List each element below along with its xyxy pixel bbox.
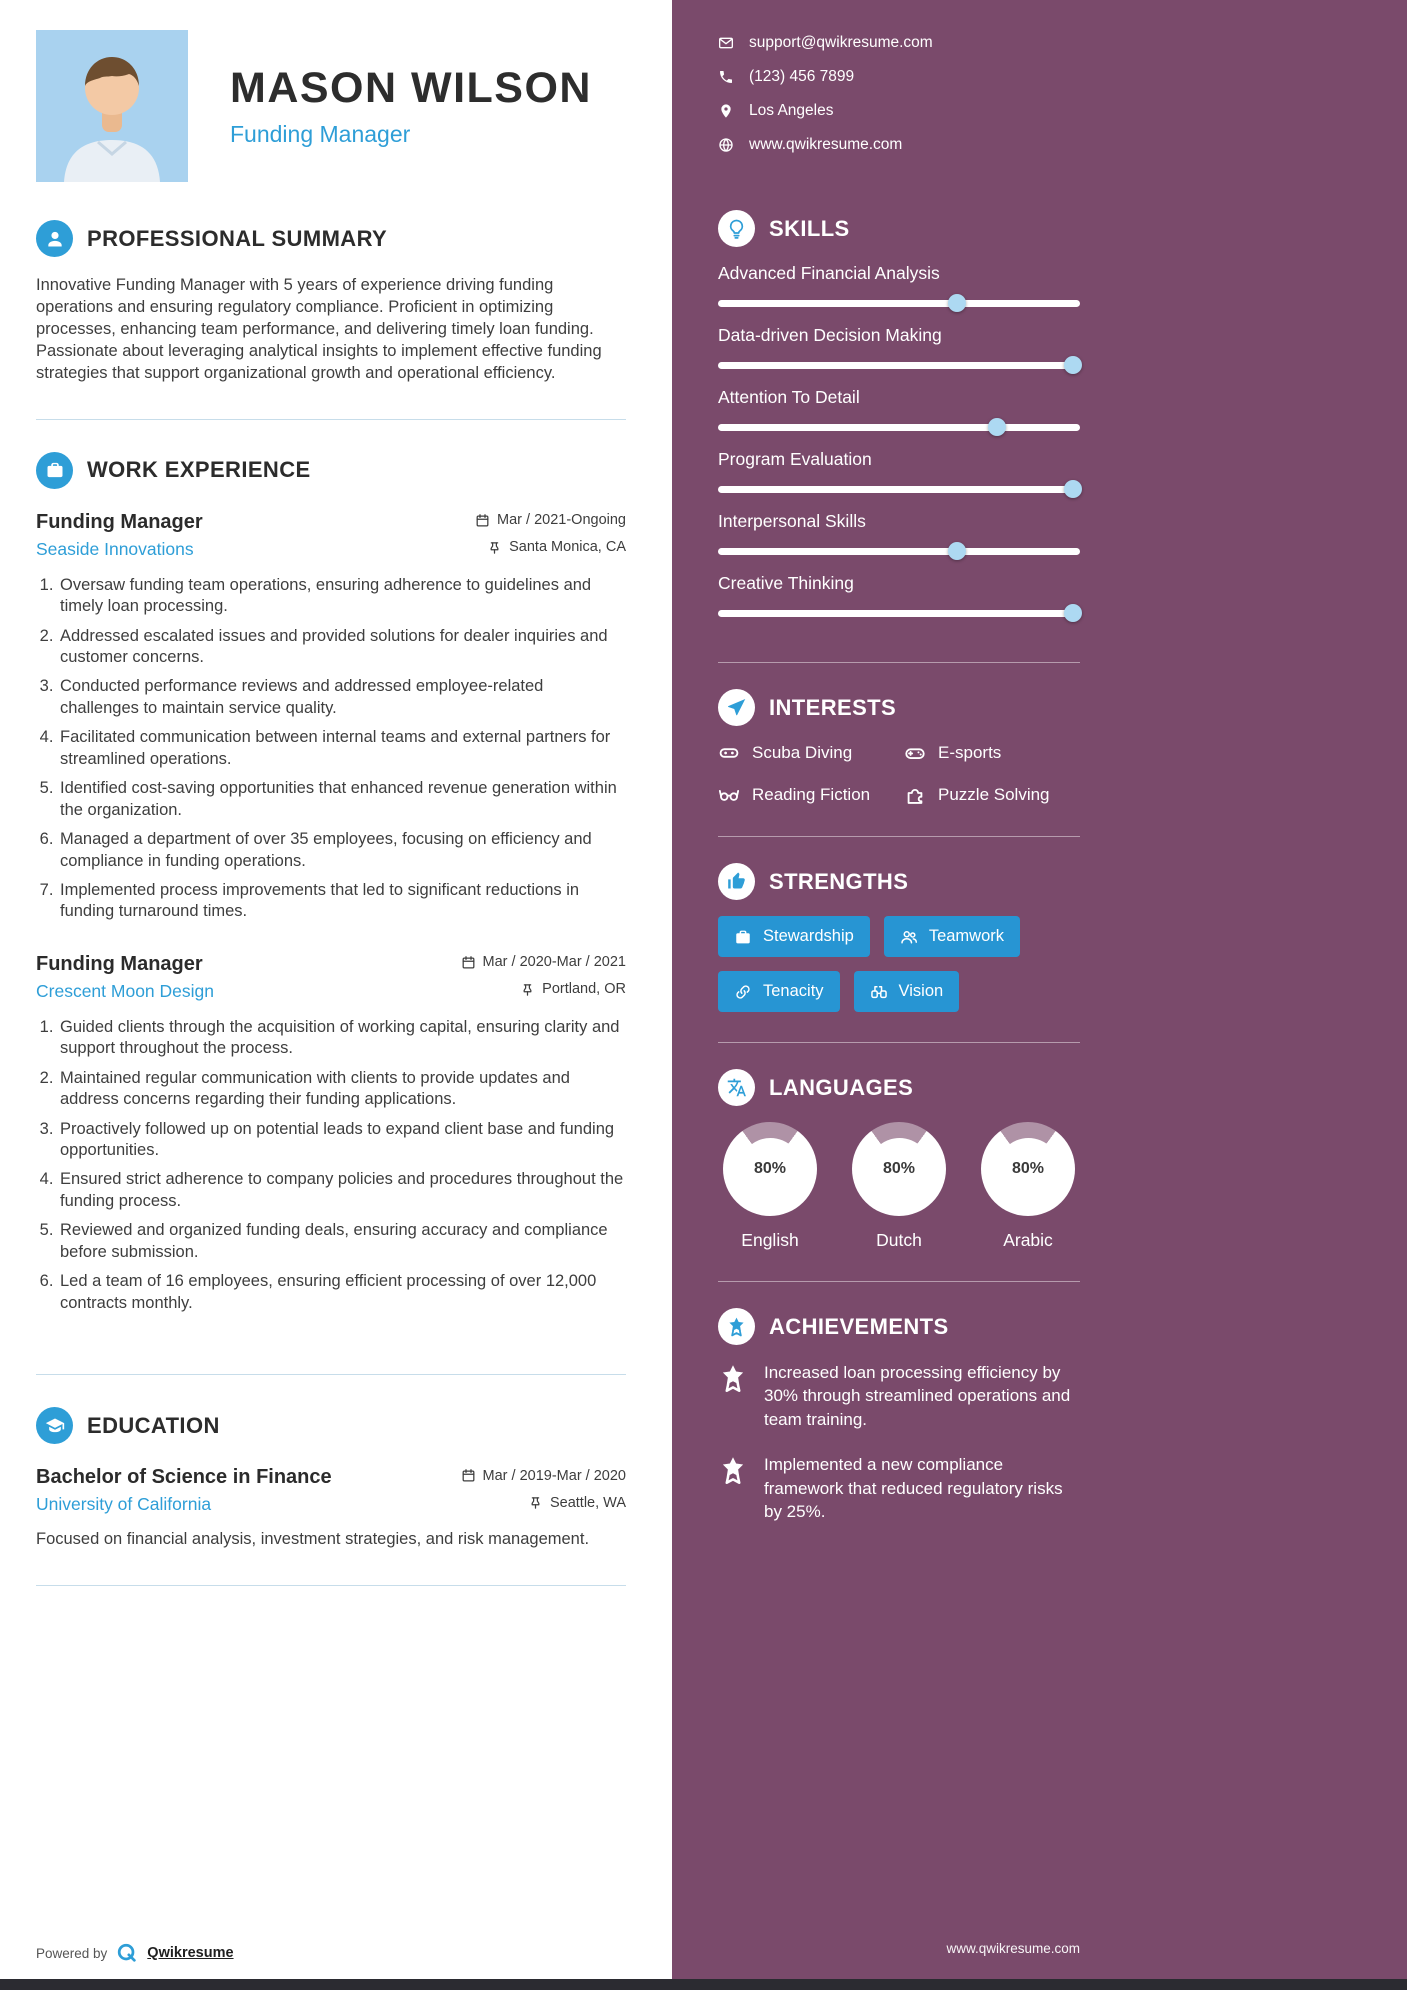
interest-item xyxy=(904,784,1080,806)
bulb-icon xyxy=(718,210,755,247)
skill-slider[interactable] xyxy=(718,356,1080,374)
skill-item xyxy=(718,263,1080,312)
qwikresume-logo-icon xyxy=(116,1942,138,1964)
strength-label: Teamwork xyxy=(928,927,1004,945)
interests-grid xyxy=(718,742,1080,806)
achievements-heading-row xyxy=(718,1308,1080,1345)
bullet-item: 5. Reviewed and organized funding deals, ensuring accuracy and compliance before submission. xyxy=(58,1220,626,1263)
school-name: University of California xyxy=(36,1494,212,1515)
translate-icon xyxy=(718,1069,755,1106)
phone-icon xyxy=(718,69,734,85)
job-location xyxy=(487,539,626,555)
job-position: Funding Manager xyxy=(36,510,203,533)
strength-label: Vision xyxy=(898,982,944,1000)
interest-label: Reading Fiction xyxy=(752,785,871,804)
link-icon xyxy=(734,983,752,1001)
scuba-mask-icon xyxy=(718,742,740,764)
strengths-section xyxy=(718,863,1080,1012)
company-name: Crescent Moon Design xyxy=(36,980,214,1001)
candidate-name: MASON WILSON xyxy=(230,64,592,112)
skills-list xyxy=(718,263,1080,622)
interests-heading: INTERESTS xyxy=(769,694,897,720)
achievement-item xyxy=(718,1453,1080,1523)
education-entry xyxy=(36,1462,626,1551)
slider-track xyxy=(718,486,1080,493)
divider xyxy=(36,1585,626,1586)
skill-name: Creative Thinking xyxy=(718,573,854,593)
strength-tag xyxy=(854,971,960,1012)
main-column xyxy=(0,0,672,1990)
job-bullets xyxy=(36,575,626,923)
skill-item xyxy=(718,325,1080,374)
skill-name: Program Evaluation xyxy=(718,449,872,469)
job-entry xyxy=(36,507,626,923)
bullet-item: 6. Managed a department of over 35 employees, focusing on efficiency and compliance in funding operations. xyxy=(58,829,626,872)
company-name: Seaside Innovations xyxy=(36,538,194,559)
achievements-section xyxy=(718,1308,1080,1546)
bullet-item: 1. Guided clients through the acquisition of working capital, ensuring clarity and support throughout the process. xyxy=(58,1017,626,1060)
candidate-title: Funding Manager xyxy=(230,121,411,147)
skill-name: Advanced Financial Analysis xyxy=(718,263,940,283)
language-gauge-center xyxy=(868,1138,931,1201)
summary-heading-row xyxy=(36,220,626,257)
graduation-cap-icon xyxy=(36,1407,73,1444)
language-gauge xyxy=(852,1122,946,1216)
slider-knob[interactable] xyxy=(1064,480,1082,498)
contact-location xyxy=(718,102,1080,120)
medal-icon xyxy=(718,1308,755,1345)
language-percent: 80% xyxy=(882,1160,916,1177)
work-heading-row xyxy=(36,452,626,489)
slider-track xyxy=(718,300,1080,307)
achievement-item xyxy=(718,1361,1080,1431)
people-icon xyxy=(900,928,918,946)
job-dates xyxy=(475,512,626,528)
skills-section xyxy=(718,210,1080,632)
bullet-item: 3. Conducted performance reviews and addressed employee-related challenges to maintain service quality. xyxy=(58,676,626,719)
slider-track xyxy=(718,548,1080,555)
slider-track xyxy=(718,610,1080,617)
divider xyxy=(36,419,626,420)
qwikresume-link[interactable]: Qwikresume xyxy=(147,1945,234,1961)
education-location-text: Seattle, WA xyxy=(549,1494,626,1511)
language-name: Dutch xyxy=(876,1230,922,1250)
skill-slider[interactable] xyxy=(718,480,1080,498)
divider xyxy=(36,1374,626,1375)
bullet-item: 4. Facilitated communication between internal teams and external partners for streamlined operations. xyxy=(58,727,626,770)
language-item xyxy=(976,1122,1080,1251)
skill-slider[interactable] xyxy=(718,294,1080,312)
pushpin-icon xyxy=(528,1495,543,1510)
bullet-item: 1. Oversaw funding team operations, ensuring adherence to guidelines and timely loan processing. xyxy=(58,575,626,618)
education-dates xyxy=(461,1468,626,1484)
divider xyxy=(718,1281,1080,1282)
strengths-grid xyxy=(718,916,1080,1012)
envelope-icon xyxy=(718,35,734,51)
languages-section xyxy=(718,1069,1080,1251)
summary-section xyxy=(36,216,626,385)
calendar-icon xyxy=(461,1468,476,1483)
slider-knob[interactable] xyxy=(1064,356,1082,374)
interest-item xyxy=(718,784,894,806)
calendar-icon xyxy=(475,513,490,528)
summary-text: Innovative Funding Manager with 5 years of experience driving funding operations and ensuring regulatory compliance. Proficient in optimizing processes, enhancing team performance, and delivering timely loan funding. Passionate about leveraging analytical insights to implement effective funding strategies that support organizational growth and operational efficiency. xyxy=(36,276,602,382)
identity-header xyxy=(36,30,626,182)
puzzle-icon xyxy=(904,784,926,806)
game-controller-icon xyxy=(904,742,926,764)
slider-knob[interactable] xyxy=(1064,604,1082,622)
achievement-text: Increased loan processing efficiency by 30% through streamlined operations and team training. xyxy=(764,1363,1071,1429)
skill-name: Attention To Detail xyxy=(718,387,860,407)
education-location xyxy=(528,1495,626,1511)
bullet-item: 3. Proactively followed up on potential leads to expand client base and funding opportunities. xyxy=(58,1119,626,1162)
medal-icon xyxy=(718,1363,748,1393)
education-heading: EDUCATION xyxy=(87,1412,220,1438)
interest-label: Puzzle Solving xyxy=(938,785,1050,804)
skill-name: Data-driven Decision Making xyxy=(718,325,942,345)
job-location-text: Portland, OR xyxy=(542,981,626,998)
job-dates-text: Mar / 2020-Mar / 2021 xyxy=(482,954,626,971)
bullet-item: 2. Maintained regular communication with clients to provide updates and address concerns regarding their funding applications. xyxy=(58,1068,626,1111)
sidebar-footer-website: www.qwikresume.com xyxy=(946,1941,1080,1956)
strength-label: Stewardship xyxy=(763,927,854,945)
website-text: www.qwikresume.com xyxy=(749,136,903,153)
languages-heading: LANGUAGES xyxy=(769,1074,914,1100)
job-position: Funding Manager xyxy=(36,952,203,975)
language-gauge-center xyxy=(739,1138,802,1201)
language-gauge xyxy=(723,1122,817,1216)
paper-plane-icon xyxy=(718,689,755,726)
job-entry xyxy=(36,949,626,1314)
name-block xyxy=(230,64,592,148)
education-section xyxy=(36,1403,626,1551)
bullet-item: 5. Identified cost-saving opportunities that enhanced revenue generation within the organization. xyxy=(58,778,626,821)
summary-heading: PROFESSIONAL SUMMARY xyxy=(87,225,388,251)
contact-block xyxy=(718,34,1080,170)
bullet-item: 7. Implemented process improvements that led to significant reductions in funding turnaround times. xyxy=(58,880,626,923)
language-name: Arabic xyxy=(1003,1230,1053,1250)
pushpin-icon xyxy=(520,982,535,997)
calendar-icon xyxy=(461,955,476,970)
slider-knob[interactable] xyxy=(948,542,966,560)
skill-item xyxy=(718,511,1080,560)
languages-row xyxy=(718,1122,1080,1251)
powered-by-label: Powered by xyxy=(36,1945,108,1961)
skill-name: Interpersonal Skills xyxy=(718,511,866,531)
briefcase-icon xyxy=(36,452,73,489)
language-item xyxy=(847,1122,951,1251)
degree-name: Bachelor of Science in Finance xyxy=(36,1466,332,1489)
powered-by xyxy=(36,1942,626,1964)
language-item xyxy=(718,1122,822,1251)
map-pin-icon xyxy=(718,103,734,119)
skill-slider[interactable] xyxy=(718,418,1080,436)
slider-track xyxy=(718,362,1080,369)
strength-tag xyxy=(718,916,870,957)
skills-heading-row xyxy=(718,210,1080,247)
strength-tag xyxy=(884,916,1020,957)
education-description: Focused on financial analysis, investment strategies, and risk management. xyxy=(36,1530,590,1549)
work-experience-section xyxy=(36,448,626,1340)
briefcase-icon xyxy=(734,928,752,946)
profile-photo xyxy=(36,30,188,182)
person-icon xyxy=(36,220,73,257)
strength-label: Tenacity xyxy=(763,982,824,1000)
interest-label: E-sports xyxy=(938,743,1002,762)
job-location-text: Santa Monica, CA xyxy=(509,539,626,556)
location-text: Los Angeles xyxy=(749,102,834,119)
interest-item xyxy=(904,742,1080,764)
contact-phone xyxy=(718,68,1080,86)
language-gauge-center xyxy=(997,1138,1060,1201)
education-dates-text: Mar / 2019-Mar / 2020 xyxy=(482,1467,626,1484)
interests-section xyxy=(718,689,1080,806)
email-text: support@qwikresume.com xyxy=(749,34,933,51)
slider-knob[interactable] xyxy=(948,294,966,312)
divider xyxy=(718,1042,1080,1043)
bullet-item: 2. Addressed escalated issues and provided solutions for dealer inquiries and customer concerns. xyxy=(58,626,626,669)
fist-icon xyxy=(718,863,755,900)
slider-track xyxy=(718,424,1080,431)
language-name: English xyxy=(741,1230,799,1250)
interests-heading-row xyxy=(718,689,1080,726)
bullet-item: 4. Ensured strict adherence to company policies and procedures throughout the funding process. xyxy=(58,1169,626,1212)
strengths-heading: STRENGTHS xyxy=(769,868,909,894)
slider-knob[interactable] xyxy=(988,418,1006,436)
job-dates xyxy=(461,954,626,970)
sidebar xyxy=(672,0,1407,1990)
language-percent: 80% xyxy=(1011,1160,1045,1177)
skill-item xyxy=(718,387,1080,436)
medal-icon xyxy=(718,1455,748,1485)
job-location xyxy=(520,981,626,997)
divider xyxy=(718,836,1080,837)
pushpin-icon xyxy=(487,540,502,555)
skill-slider[interactable] xyxy=(718,604,1080,622)
globe-icon xyxy=(718,137,734,153)
achievements-heading: ACHIEVEMENTS xyxy=(769,1313,949,1339)
bullet-item: 6. Led a team of 16 employees, ensuring efficient processing of over 12,000 contracts monthly. xyxy=(58,1271,626,1314)
interest-label: Scuba Diving xyxy=(752,743,853,762)
interest-item xyxy=(718,742,894,764)
education-heading-row xyxy=(36,1407,626,1444)
achievements-list xyxy=(718,1361,1080,1524)
languages-heading-row xyxy=(718,1069,1080,1106)
skill-item xyxy=(718,573,1080,622)
bottom-bar xyxy=(0,1979,1407,1990)
phone-text: (123) 456 7899 xyxy=(749,68,855,85)
glasses-icon xyxy=(718,784,740,806)
binoculars-icon xyxy=(870,983,888,1001)
divider xyxy=(718,662,1080,663)
work-heading: WORK EXPERIENCE xyxy=(87,457,311,483)
job-list xyxy=(36,507,626,1314)
contact-email xyxy=(718,34,1080,52)
language-gauge xyxy=(981,1122,1075,1216)
achievement-text: Implemented a new compliance framework that reduced regulatory risks by 25%. xyxy=(764,1455,1063,1522)
strength-tag xyxy=(718,971,840,1012)
strengths-heading-row xyxy=(718,863,1080,900)
skill-slider[interactable] xyxy=(718,542,1080,560)
language-percent: 80% xyxy=(753,1160,787,1177)
contact-website xyxy=(718,136,1080,154)
job-dates-text: Mar / 2021-Ongoing xyxy=(497,512,626,529)
skills-heading: SKILLS xyxy=(769,215,850,241)
skill-item xyxy=(718,449,1080,498)
job-bullets xyxy=(36,1017,626,1314)
sidebar-content xyxy=(718,34,1080,1960)
